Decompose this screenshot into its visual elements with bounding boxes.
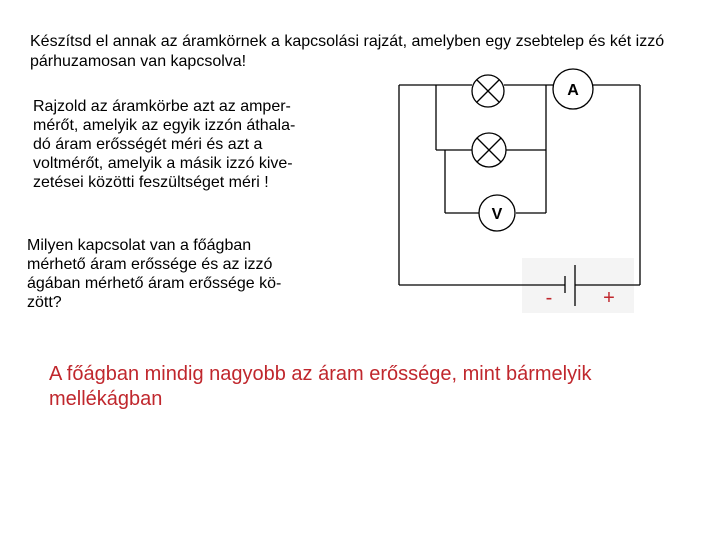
battery-icon <box>522 258 634 313</box>
answer-text: A főágban mindig nagyobb az áram erőssége, mint bármelyik mellékágban <box>49 363 592 410</box>
ammeter <box>553 69 593 109</box>
battery-minus-label: - <box>545 287 553 309</box>
battery-plus-label: + <box>603 287 615 309</box>
task-text: Készítsd el annak az áramkörnek a kapcsolási rajzát, amelyben egy zsebtelep és két izzó párhuzamosan van kapcsolva! <box>30 33 665 70</box>
question-text: Milyen kapcsolat van a főágban mérhető áram erőssége és az izzó ágában mérhető áram erőssége kö- zött? <box>27 237 282 311</box>
ammeter-label: A <box>567 82 579 99</box>
voltmeter-label: V <box>491 206 503 223</box>
bulb-1-icon <box>472 75 504 107</box>
bulb-2-icon <box>472 133 506 167</box>
instruction-text: Rajzold az áramkörbe azt az amper- mérőt, amelyik az egyik izzón áthala- dó áram erősségét méri és azt a voltmérőt, amelyik a másik izzó kive- zetései közötti feszültséget méri ! <box>33 98 296 191</box>
voltmeter <box>479 195 515 231</box>
